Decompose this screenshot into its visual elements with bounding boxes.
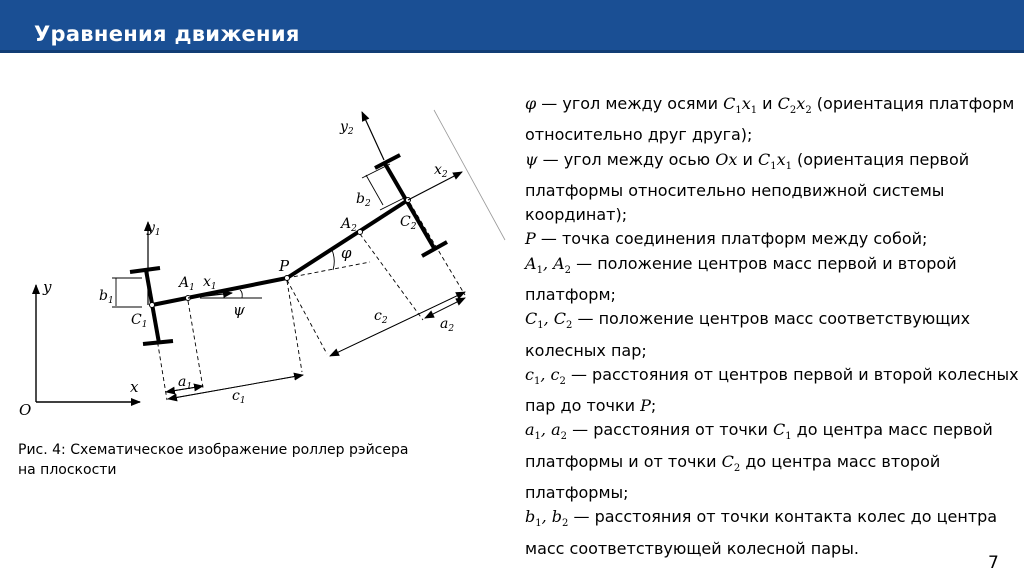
math: φ — [525, 94, 537, 113]
text: до центра масс первой платформы и от точки — [525, 420, 993, 471]
wheel-axle-2 — [384, 162, 434, 248]
text: — расстояния от точки — [567, 420, 773, 440]
platform-2 — [287, 200, 408, 278]
text: — расстояния от точки контакта колес до центра масс соответствующей колесной пары. — [525, 507, 998, 558]
text: — точка соединения платформ между собой; — [535, 229, 928, 249]
math: $b_1$, $b_2$ — [525, 507, 569, 530]
slide-title: Уравнения движения — [34, 22, 300, 46]
platform-1 — [152, 278, 287, 305]
y2-axis — [362, 112, 384, 160]
label-y1: $y_1$ — [147, 220, 161, 238]
label-a1: $a_1$ — [178, 374, 193, 392]
roller-racer-diagram — [0, 55, 520, 435]
label-c1: $c_1$ — [232, 388, 246, 406]
definition-a — [525, 418, 1020, 505]
phi-arc — [332, 250, 334, 270]
caption-line-1: Рис. 4: Схематическое изображение роллер рэйсера — [18, 442, 409, 458]
label-A2: $A_2$ — [341, 216, 357, 234]
text: — расстояния от центров первой и второй колесных пар до точки — [525, 364, 1019, 416]
caption-line-2: на плоскости — [18, 462, 117, 478]
definition-P — [525, 227, 1020, 251]
definition-C — [525, 307, 1020, 363]
definition-phi — [525, 92, 1020, 148]
label-c2: $c_2$ — [374, 308, 388, 326]
text: (ориентация первой платформы относительно неподвижной системы координат); — [525, 149, 970, 225]
text: и — [757, 94, 778, 113]
label-C2: $C_2$ — [400, 214, 417, 232]
math: P — [640, 396, 651, 416]
definitions-list — [525, 92, 1020, 561]
label-y: y — [43, 278, 52, 296]
wheel-1-top — [130, 268, 160, 272]
text: (ориентация платформ относительно друг друга); — [525, 94, 1015, 145]
label-phi: φ — [341, 244, 352, 262]
math: $C_2$ — [721, 451, 741, 474]
text: — угол между осями — [536, 94, 724, 113]
psi-arc — [240, 290, 242, 298]
math: ψ — [525, 149, 538, 169]
label-y2: $y_2$ — [340, 119, 354, 137]
text: ; — [650, 396, 657, 416]
label-O: O — [19, 401, 32, 419]
definition-c — [525, 363, 1020, 419]
label-x1: $x_1$ — [203, 274, 217, 292]
math: Ox — [715, 149, 738, 169]
label-x: x — [130, 378, 139, 396]
proj-A1 — [188, 301, 203, 388]
label-b2: $b_2$ — [356, 191, 371, 209]
math: $C_1$, $C_2$ — [525, 309, 573, 332]
text: — положение центров масс первой и второй платформ; — [525, 253, 957, 304]
text: до центра масс второй платформы; — [525, 451, 941, 503]
math: $C_1x_1$ — [723, 94, 758, 117]
math: P — [525, 229, 536, 249]
point-A2 — [358, 230, 363, 235]
text: — угол между осью — [537, 149, 716, 169]
definition-psi — [525, 148, 1020, 228]
label-A1: $A_1$ — [179, 275, 195, 293]
label-a2: $a_2$ — [440, 316, 455, 334]
point-P — [285, 276, 290, 281]
label-x2: $x_2$ — [434, 162, 448, 180]
text: — положение центров масс соответствующих колесных пар; — [525, 309, 971, 360]
label-psi: ψ — [233, 301, 245, 319]
proj-A2 — [360, 234, 423, 320]
text: и — [737, 149, 758, 169]
label-b1: $b_1$ — [99, 288, 114, 306]
label-P: P — [279, 257, 290, 275]
definition-b — [525, 505, 1020, 561]
label-C1: $C_1$ — [131, 312, 148, 330]
math: $C_1x_1$ — [757, 149, 792, 172]
page-number: 7 — [988, 553, 999, 573]
wheel-2-bottom — [422, 242, 447, 256]
figure-caption — [18, 440, 478, 480]
math: $C_2x_2$ — [777, 94, 812, 117]
definition-A — [525, 252, 1020, 308]
math: $a_1$, $a_2$ — [525, 420, 568, 443]
math: $c_1$, $c_2$ — [525, 364, 566, 387]
point-C1 — [150, 303, 155, 308]
slide-header — [0, 0, 1024, 53]
math: $C_1$ — [772, 420, 792, 443]
math: $A_1$, $A_2$ — [525, 253, 572, 276]
